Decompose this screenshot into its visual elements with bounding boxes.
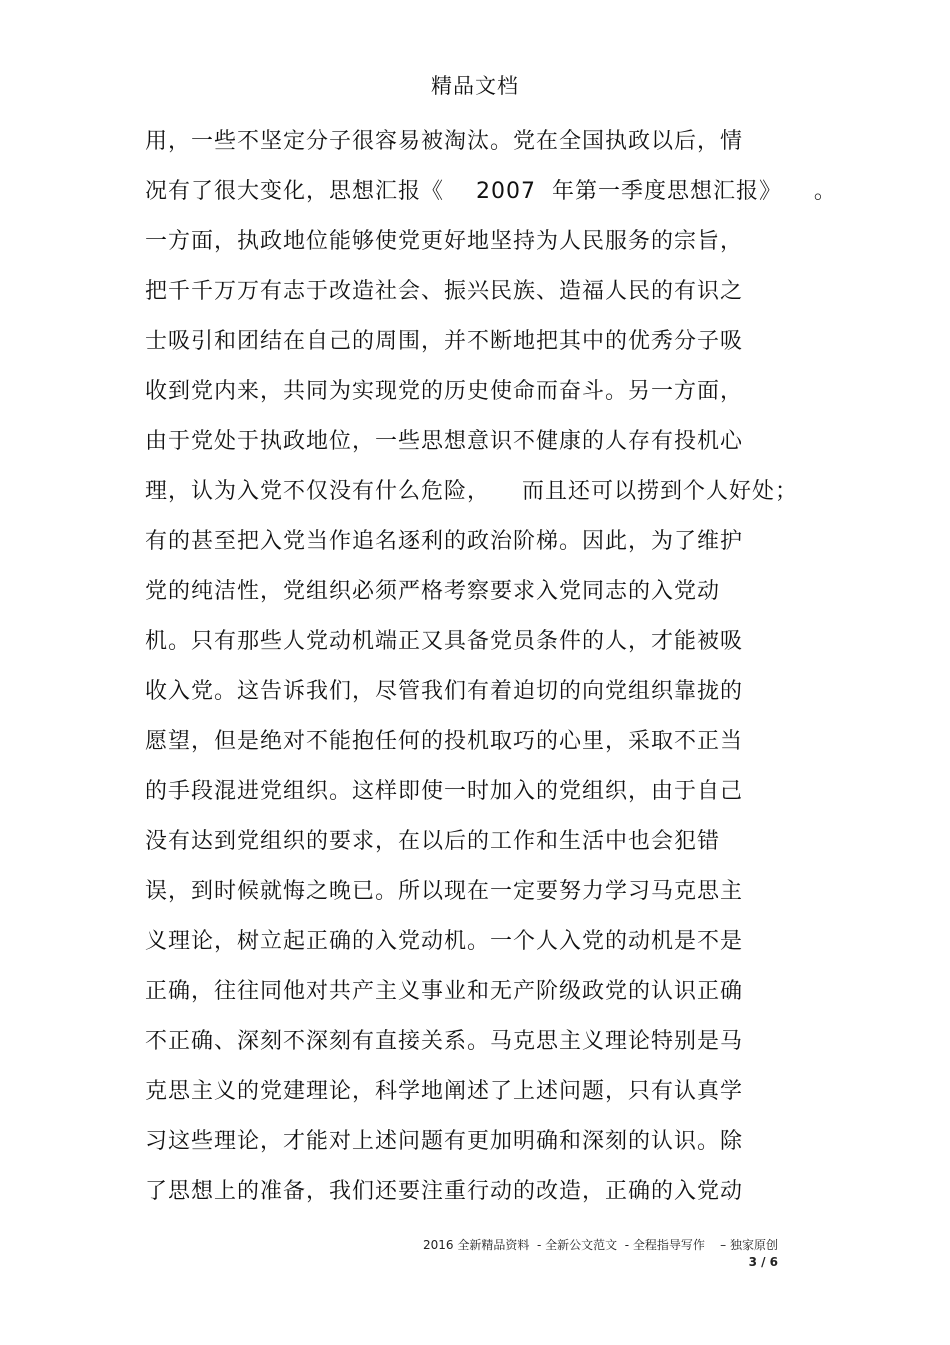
text-line: 愿望，但是绝对不能抱任何的投机取巧的心里，采取不正当: [145, 729, 744, 754]
text-line: 没有达到党组织的要求，在以后的工作和生活中也会犯错: [145, 829, 721, 854]
text-line: 收入党。这告诉我们，尽管我们有着迫切的向党组织靠拢的: [145, 679, 744, 704]
text-line: 士吸引和团结在自己的周围，并不断地把其中的优秀分子吸: [145, 329, 744, 354]
text-line: 收到党内来，共同为实现党的历史使命而奋斗。另一方面，: [145, 379, 744, 404]
text-line: 理，认为入党不仅没有什么危险， 而且还可以捞到个人好处；: [145, 479, 798, 504]
page-header: 精品文档: [431, 74, 519, 98]
text-line: 有的甚至把入党当作追名逐利的政治阶梯。因此，为了维护: [145, 529, 744, 554]
text-line: 不正确、深刻不深刻有直接关系。马克思主义理论特别是马: [145, 1029, 744, 1054]
text-line: 机。只有那些人党动机端正又具备党员条件的人，才能被吸: [145, 629, 744, 654]
text-line: 用，一些不坚定分子很容易被淘汰。党在全国执政以后，情: [145, 129, 744, 154]
text-line: 由于党处于执政地位，一些思想意识不健康的人存有投机心: [145, 429, 744, 454]
page-footer: 2016 全新精品资料 - 全新公文范文 - 全程指导写作 – 独家原创: [423, 1238, 778, 1252]
text-line: 误，到时候就悔之晚已。所以现在一定要努力学习马克思主: [145, 879, 744, 904]
text-line: 正确，往往同他对共产主义事业和无产阶级政党的认识正确: [145, 979, 744, 1004]
text-line: 一方面，执政地位能够使党更好地坚持为人民服务的宗旨，: [145, 229, 744, 254]
text-line: 况有了很大变化，思想汇报《 2007 年第一季度思想汇报》 。: [145, 179, 837, 204]
text-line: 克思主义的党建理论，科学地阐述了上述问题，只有认真学: [145, 1079, 744, 1104]
text-line: 党的纯洁性，党组织必须严格考察要求入党同志的入党动: [145, 579, 721, 604]
text-line: 的手段混进党组织。这样即使一时加入的党组织，由于自己: [145, 779, 744, 804]
page-number: 3 / 6: [748, 1255, 778, 1269]
text-line: 习这些理论，才能对上述问题有更加明确和深刻的认识。除: [145, 1129, 744, 1154]
document-body: [145, 124, 835, 1224]
text-line: 了思想上的准备，我们还要注重行动的改造，正确的入党动: [145, 1179, 744, 1204]
text-line: 义理论，树立起正确的入党动机。一个人入党的动机是不是: [145, 929, 744, 954]
text-line: 把千千万万有志于改造社会、振兴民族、造福人民的有识之: [145, 279, 744, 304]
